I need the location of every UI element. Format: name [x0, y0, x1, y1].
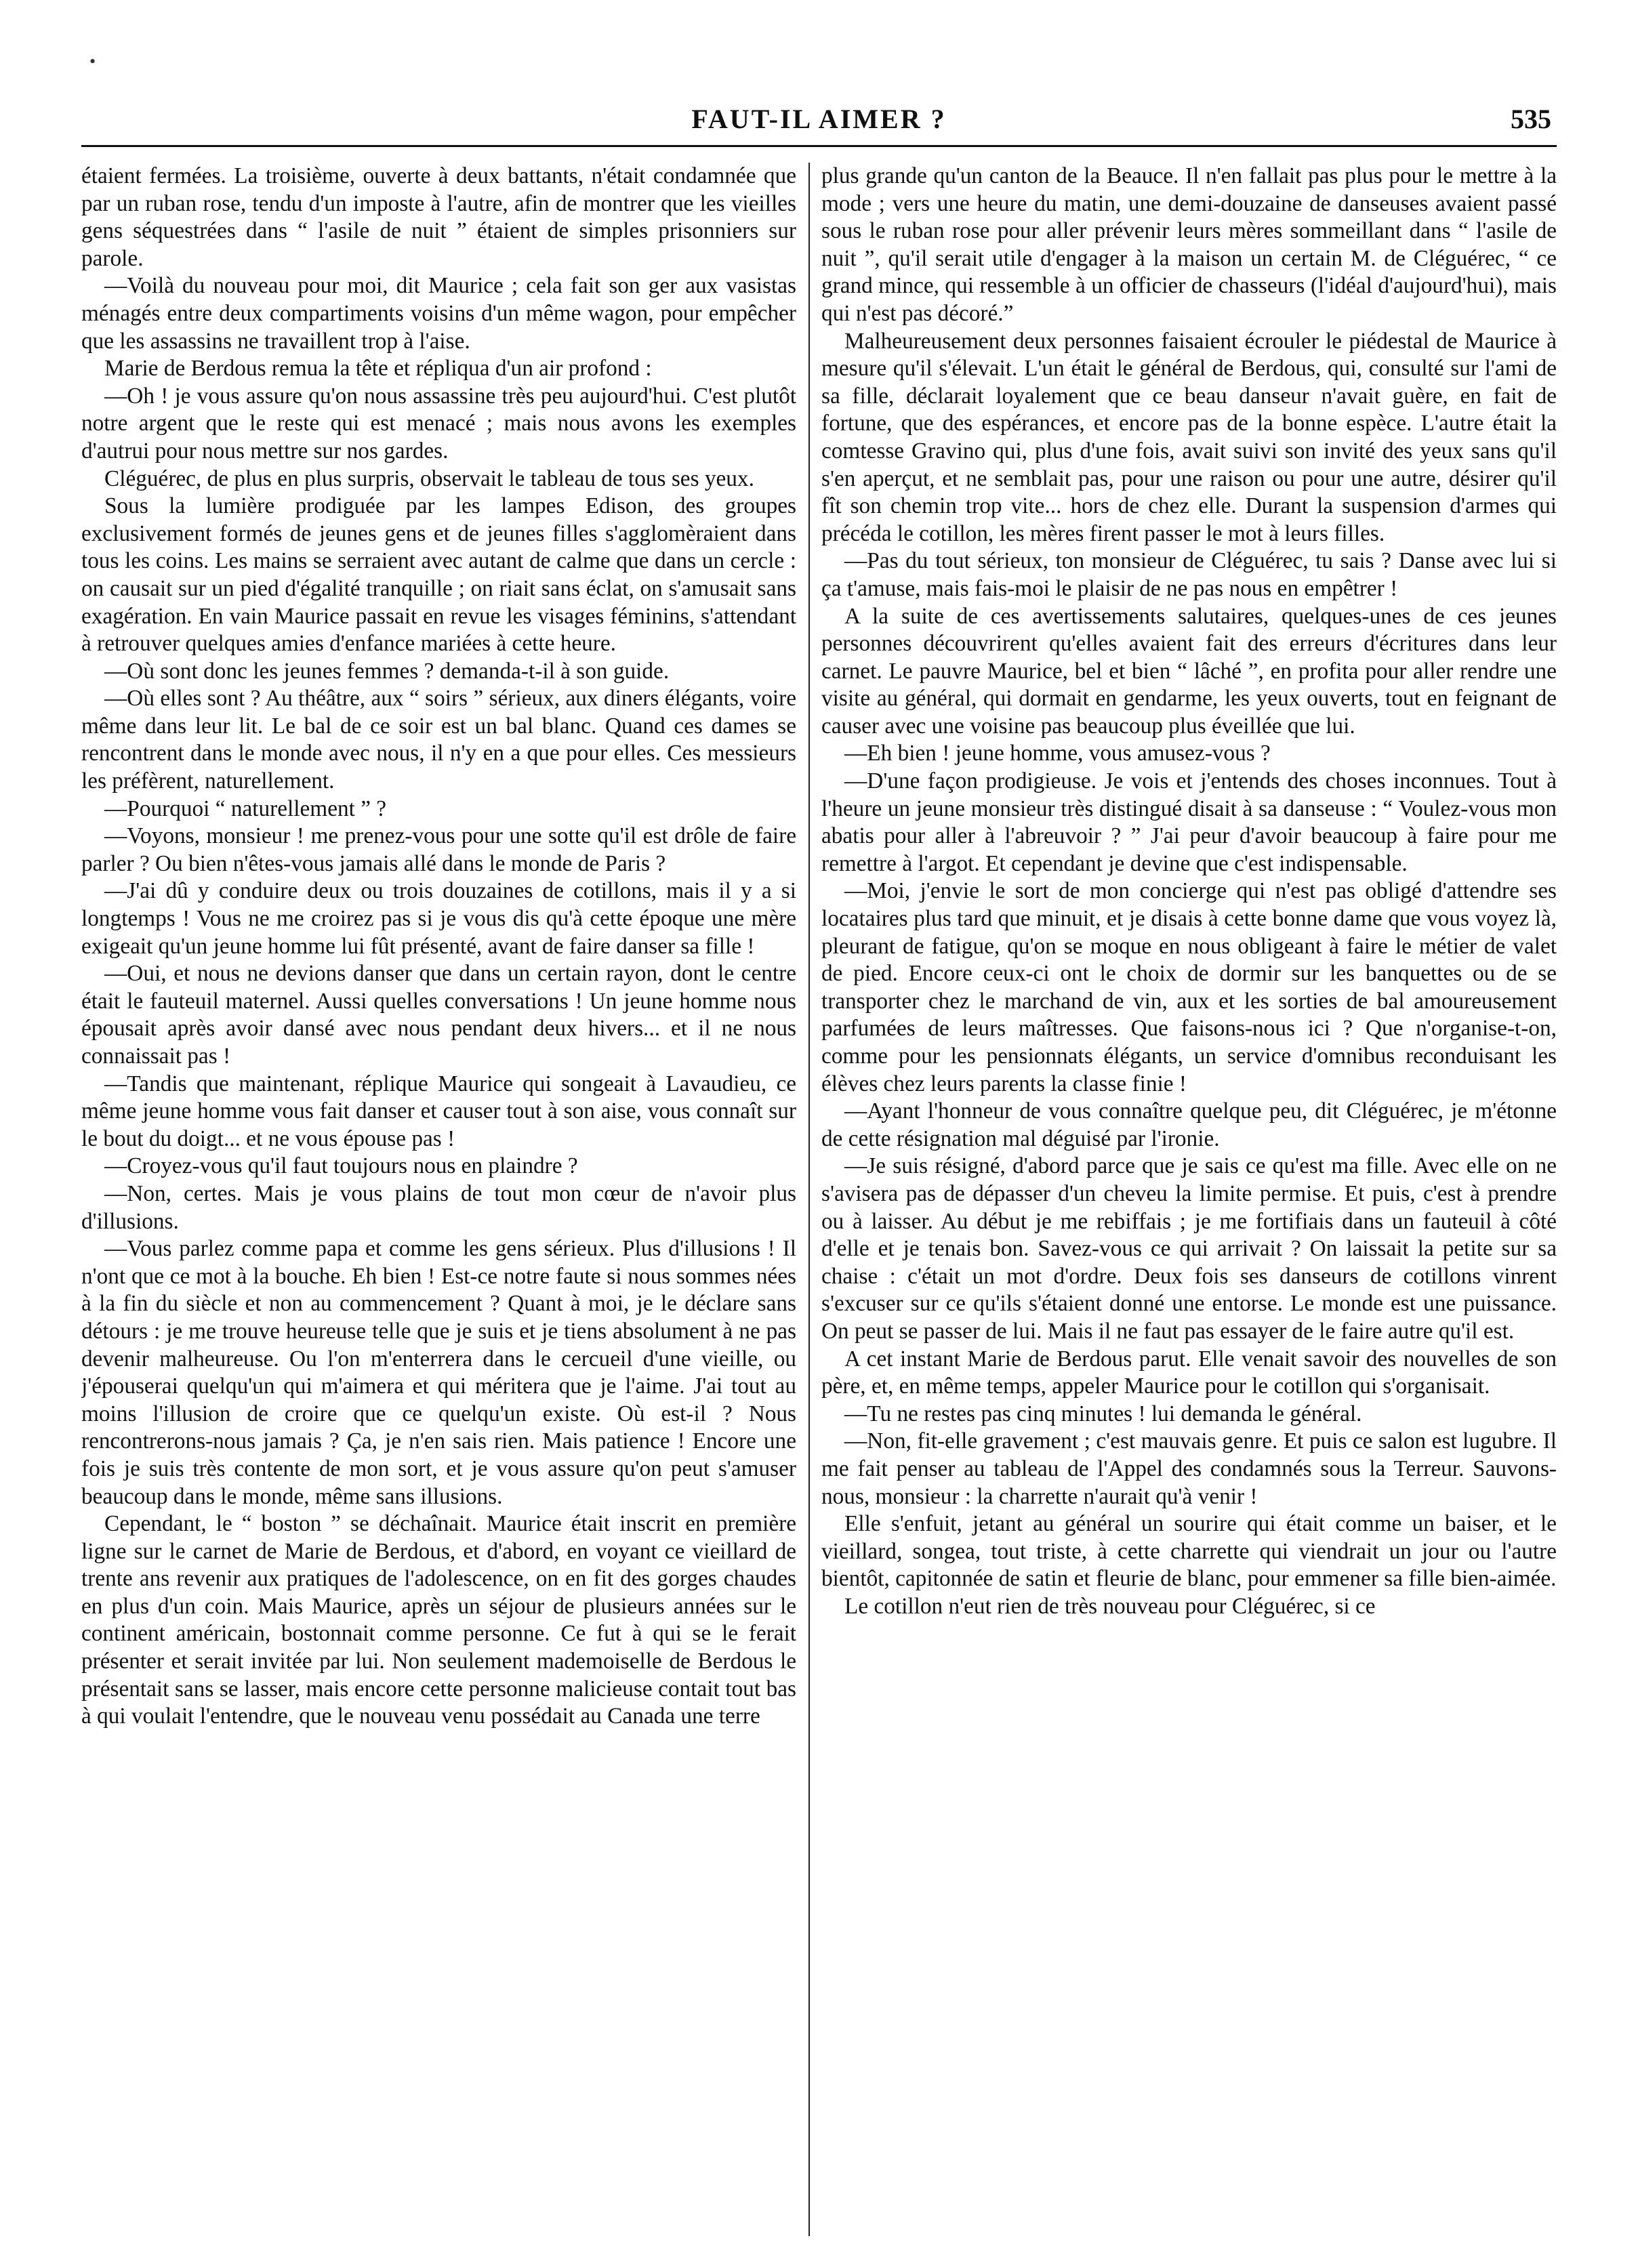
- paragraph: —Pourquoi “ naturellement ” ?: [104, 796, 387, 821]
- paragraph: —Oui, et nous ne devions danser que dans un certain rayon, dont le centre était le fauteuil maternel. Aussi quelles conversations ! Un jeune homme nous épousait après avoir dansé avec nous pendant deux hivers... et il ne nous connaissait pas !: [81, 961, 796, 1069]
- column-rule: [808, 163, 810, 2236]
- paragraph: —Oh ! je vous assure qu'on nous assassine très peu aujourd'hui. C'est plutôt notre argent que le reste qui est menacé ; mais nous avons les exemples d'autrui pour nous mettre sur nos gardes.: [81, 383, 796, 463]
- paragraph: —Où elles sont ? Au théâtre, aux “ soirs ” sérieux, aux diners élégants, voire même dans leur lit. Le bal de ce soir est un bal blanc. Quand ces dames se rencontrent dans le monde avec nous, il n'y en a que pour elles. Ces messieurs les préfèrent, naturellement.: [81, 686, 796, 794]
- running-title: FAUT-IL AIMER ?: [691, 104, 947, 134]
- paragraph: A la suite de ces avertissements salutaires, quelques-unes de ces jeunes personnes découvrirent qu'elles avaient fait des erreurs d'écritures dans leur carnet. Le pauvre Maurice, bel et bien “ lâché ”, en profita pour aller rendre une visite au général, qui dormait en gendarme, les yeux ouverts, tout en feignant de causer avec une voisine pas beaucoup plus éveillée que lui.: [821, 603, 1557, 739]
- right-column: [821, 163, 1557, 2250]
- paragraph: —Où sont donc les jeunes femmes ? demanda-t-il à son guide.: [104, 658, 670, 684]
- paragraph: —J'ai dû y conduire deux ou trois douzaines de cotillons, mais il y a si longtemps ! Vous ne me croirez pas si je vous dis qu'à cette époque une mère exigeait qu'un jeune homme lui fût présenté, avant de faire danser sa fille !: [81, 878, 796, 959]
- paragraph: Cléguérec, de plus en plus surpris, observait le tableau de tous ses yeux.: [104, 466, 754, 491]
- paragraph: Cependant, le “ boston ” se déchaînait. Maurice était inscrit en première ligne sur le carnet de Marie de Berdous, et d'abord, en voyant ce vieillard de trente ans revenir aux pratiques de l'adolescence, on en fit des gorges chaudes en plus d'un coin. Mais Maurice, après un séjour de plusieurs années sur le continent américain, bostonnait comme personne. Ce fut à qui se le ferait présenter et serait invitée par lui. Non seulement mademoiselle de Berdous le présentait sans se lasser, mais encore cette personne malicieuse contait tout bas à qui voulait l'entendre, que le nouveau venu possédait au Canada une terre: [81, 1511, 796, 1729]
- paragraph: —Vous parlez comme papa et comme les gens sérieux. Plus d'illusions ! Il n'ont que ce mot à la bouche. Eh bien ! Est-ce notre faute si nous sommes nées à la fin du siècle et non au commencement ? Quant à moi, je le déclare sans détours : je me trouve heureuse telle que je suis et je tiens absolument à ne pas devenir malheureuse. Ou l'on m'enterrera dans le cercueil d'une vieille, ou j'épouserai quelqu'un qui m'aimera et qui méritera que je l'aime. J'ai tout au moins l'illusion de croire que ce quelqu'un existe. Où est-il ? Nous rencontrerons-nous jamais ? Ça, je n'en sais rien. Mais patience ! Encore une fois je suis très contente de mon sort, et je vous assure qu'on peut s'amuser beaucoup dans le monde, même sans illusions.: [81, 1236, 796, 1509]
- paragraph: —Tandis que maintenant, réplique Maurice qui songeait à Lavaudieu, ce même jeune homme vous fait danser et causer tout à son aise, vous connaît sur le bout du doigt... et ne vous épouse pas !: [81, 1071, 796, 1151]
- paragraph: —Non, certes. Mais je vous plains de tout mon cœur de n'avoir plus d'illusions.: [81, 1180, 796, 1234]
- left-column: [81, 163, 796, 2250]
- paragraph: —Pas du tout sérieux, ton monsieur de Cléguérec, tu sais ? Danse avec lui si ça t'amuse, mais fais-moi le plaisir de ne pas nous en empêtrer !: [821, 548, 1557, 601]
- paragraph: Marie de Berdous remua la tête et répliqua d'un air profond :: [104, 356, 652, 382]
- paragraph: Elle s'enfuit, jetant au général un sourire qui était comme un baiser, et le vieillard, songea, tout triste, à cette charrette qui viendrait un jour ou l'autre bientôt, capitonnée de satin et fleurie de blanc, pour emmener sa fille bien-aimée.: [821, 1511, 1557, 1592]
- page-number: 535: [1511, 104, 1551, 134]
- paragraph: —Croyez-vous qu'il faut toujours nous en plaindre ?: [104, 1153, 578, 1179]
- paragraph: —Moi, j'envie le sort de mon concierge qui n'est pas obligé d'attendre ses locataires plus tard que minuit, et je disais à cette bonne dame que vous voyez là, pleurant de fatigue, qu'on se moque en nous obligeant à faire le métier de valet de pied. Encore ceux-ci ont le choix de dormir sur les banquettes ou de se transporter chez le marchand de vin, aux et les sorties de bal amoureusement parfumées de leurs maîtresses. Que faisons-nous ici ? Que n'organise-t-on, comme pour les pensionnats élégants, un service d'omnibus reconduisant les élèves chez leurs parents la classe finie !: [821, 878, 1557, 1096]
- paragraph: —Ayant l'honneur de vous connaître quelque peu, dit Cléguérec, je m'étonne de cette résignation mal déguisé par l'ironie.: [821, 1098, 1557, 1151]
- paragraph: —D'une façon prodigieuse. Je vois et j'entends des choses inconnues. Tout à l'heure un jeune monsieur très distingué disait à sa danseuse : “ Voulez-vous mon abatis pour aller à l'abreuvoir ? ” J'ai peur d'avoir beaucoup à faire pour me remettre à l'argot. Et cependant je devine que c'est indispensable.: [821, 768, 1557, 876]
- ink-mark: •: [89, 51, 96, 71]
- paragraph: —Je suis résigné, d'abord parce que je sais ce qu'est ma fille. Avec elle on ne s'avisera pas de dépasser d'un cheveu la limite permise. Et puis, c'est à prendre ou à laisser. Au début je me rebiffais ; je me fortifiais dans un fauteuil à côté d'elle et je tenais bon. Savez-vous ce qui arrivait ? On laissait la petite sur sa chaise : c'était un mot d'ordre. Deux fois ses danseurs de cotillons vinrent s'excuser sur ce qu'ils s'étaient donné une entorse. Le monde est une puissance. On peut se passer de lui. Mais il ne faut pas essayer de le faire autre qu'il est.: [821, 1153, 1557, 1344]
- running-header: [81, 102, 1557, 147]
- paragraph: plus grande qu'un canton de la Beauce. Il n'en fallait pas plus pour le mettre à la mode ; vers une heure du matin, une demi-douzaine de danseuses avaient passé sous le ruban rose pour aller prévenir leurs mères sommeillant dans “ l'asile de nuit ”, qu'il serait utile d'engager à la maison un certain M. de Cléguérec, “ ce grand mince, qui ressemble à un officier de chasseurs (l'idéal d'aujourd'hui), mais qui n'est pas décoré.”: [821, 163, 1557, 326]
- paragraph: Malheureusement deux personnes faisaient écrouler le piédestal de Maurice à mesure qu'il s'élevait. L'un était le général de Berdous, qui, consulté sur l'ami de sa fille, déclarait loyalement que ce beau danseur n'avait guère, en fait de fortune, que des espérances, et encore pas de la bonne espèce. L'autre était la comtesse Gravino qui, plus d'une fois, avait suivi son invité des yeux sans qu'il s'en aperçut, et ne semblait pas, pour une raison ou pour une autre, désirer qu'il fît son chemin trop vite... hors de chez elle. Durant la suspension d'armes qui précéda le cotillon, les mères firent passer le mot à leurs filles.: [821, 328, 1557, 546]
- paragraph: —Tu ne restes pas cinq minutes ! lui demanda le général.: [844, 1401, 1362, 1426]
- paragraph: —Eh bien ! jeune homme, vous amusez-vous ?: [844, 741, 1271, 766]
- paragraph: A cet instant Marie de Berdous parut. Elle venait savoir des nouvelles de son père, et, en même temps, appeler Maurice pour le cotillon qui s'organisait.: [821, 1346, 1557, 1399]
- paragraph: —Voyons, monsieur ! me prenez-vous pour une sotte qu'il est drôle de faire parler ? Ou bien n'êtes-vous jamais allé dans le monde de Paris ?: [81, 823, 796, 876]
- paragraph: étaient fermées. La troisième, ouverte à deux battants, n'était condamnée que par un ruban rose, tendu d'un imposte à l'autre, afin de montrer que les vieilles gens séquestrées dans “ l'asile de nuit ” étaient de simples prisonniers sur parole.: [81, 163, 796, 271]
- paragraph: Sous la lumière prodiguée par les lampes Edison, des groupes exclusivement formés de jeunes gens et de jeunes filles s'agglomèraient dans tous les coins. Les mains se serraient avec autant de calme que dans un cercle : on causait sur un pied d'égalité tranquille ; on riait sans éclat, on s'amusait sans exagération. En vain Maurice passait en revue les visages féminins, s'attendant à retrouver quelques amies d'enfance mariées à cette heure.: [81, 493, 796, 657]
- paragraph: —Non, fit-elle gravement ; c'est mauvais genre. Et puis ce salon est lugubre. Il me fait penser au tableau de l'Appel des condamnés sous la Terreur. Sauvons-nous, monsieur : la charrette n'aurait qu'à venir !: [821, 1428, 1557, 1509]
- paragraph: Le cotillon n'eut rien de très nouveau pour Cléguérec, si ce: [844, 1593, 1376, 1619]
- paragraph: —Voilà du nouveau pour moi, dit Maurice ; cela fait son ger aux vasistas ménagés entre deux compartiments voisins d'un même wagon, pour empêcher que les assassins ne travaillent trop à l'aise.: [81, 273, 796, 354]
